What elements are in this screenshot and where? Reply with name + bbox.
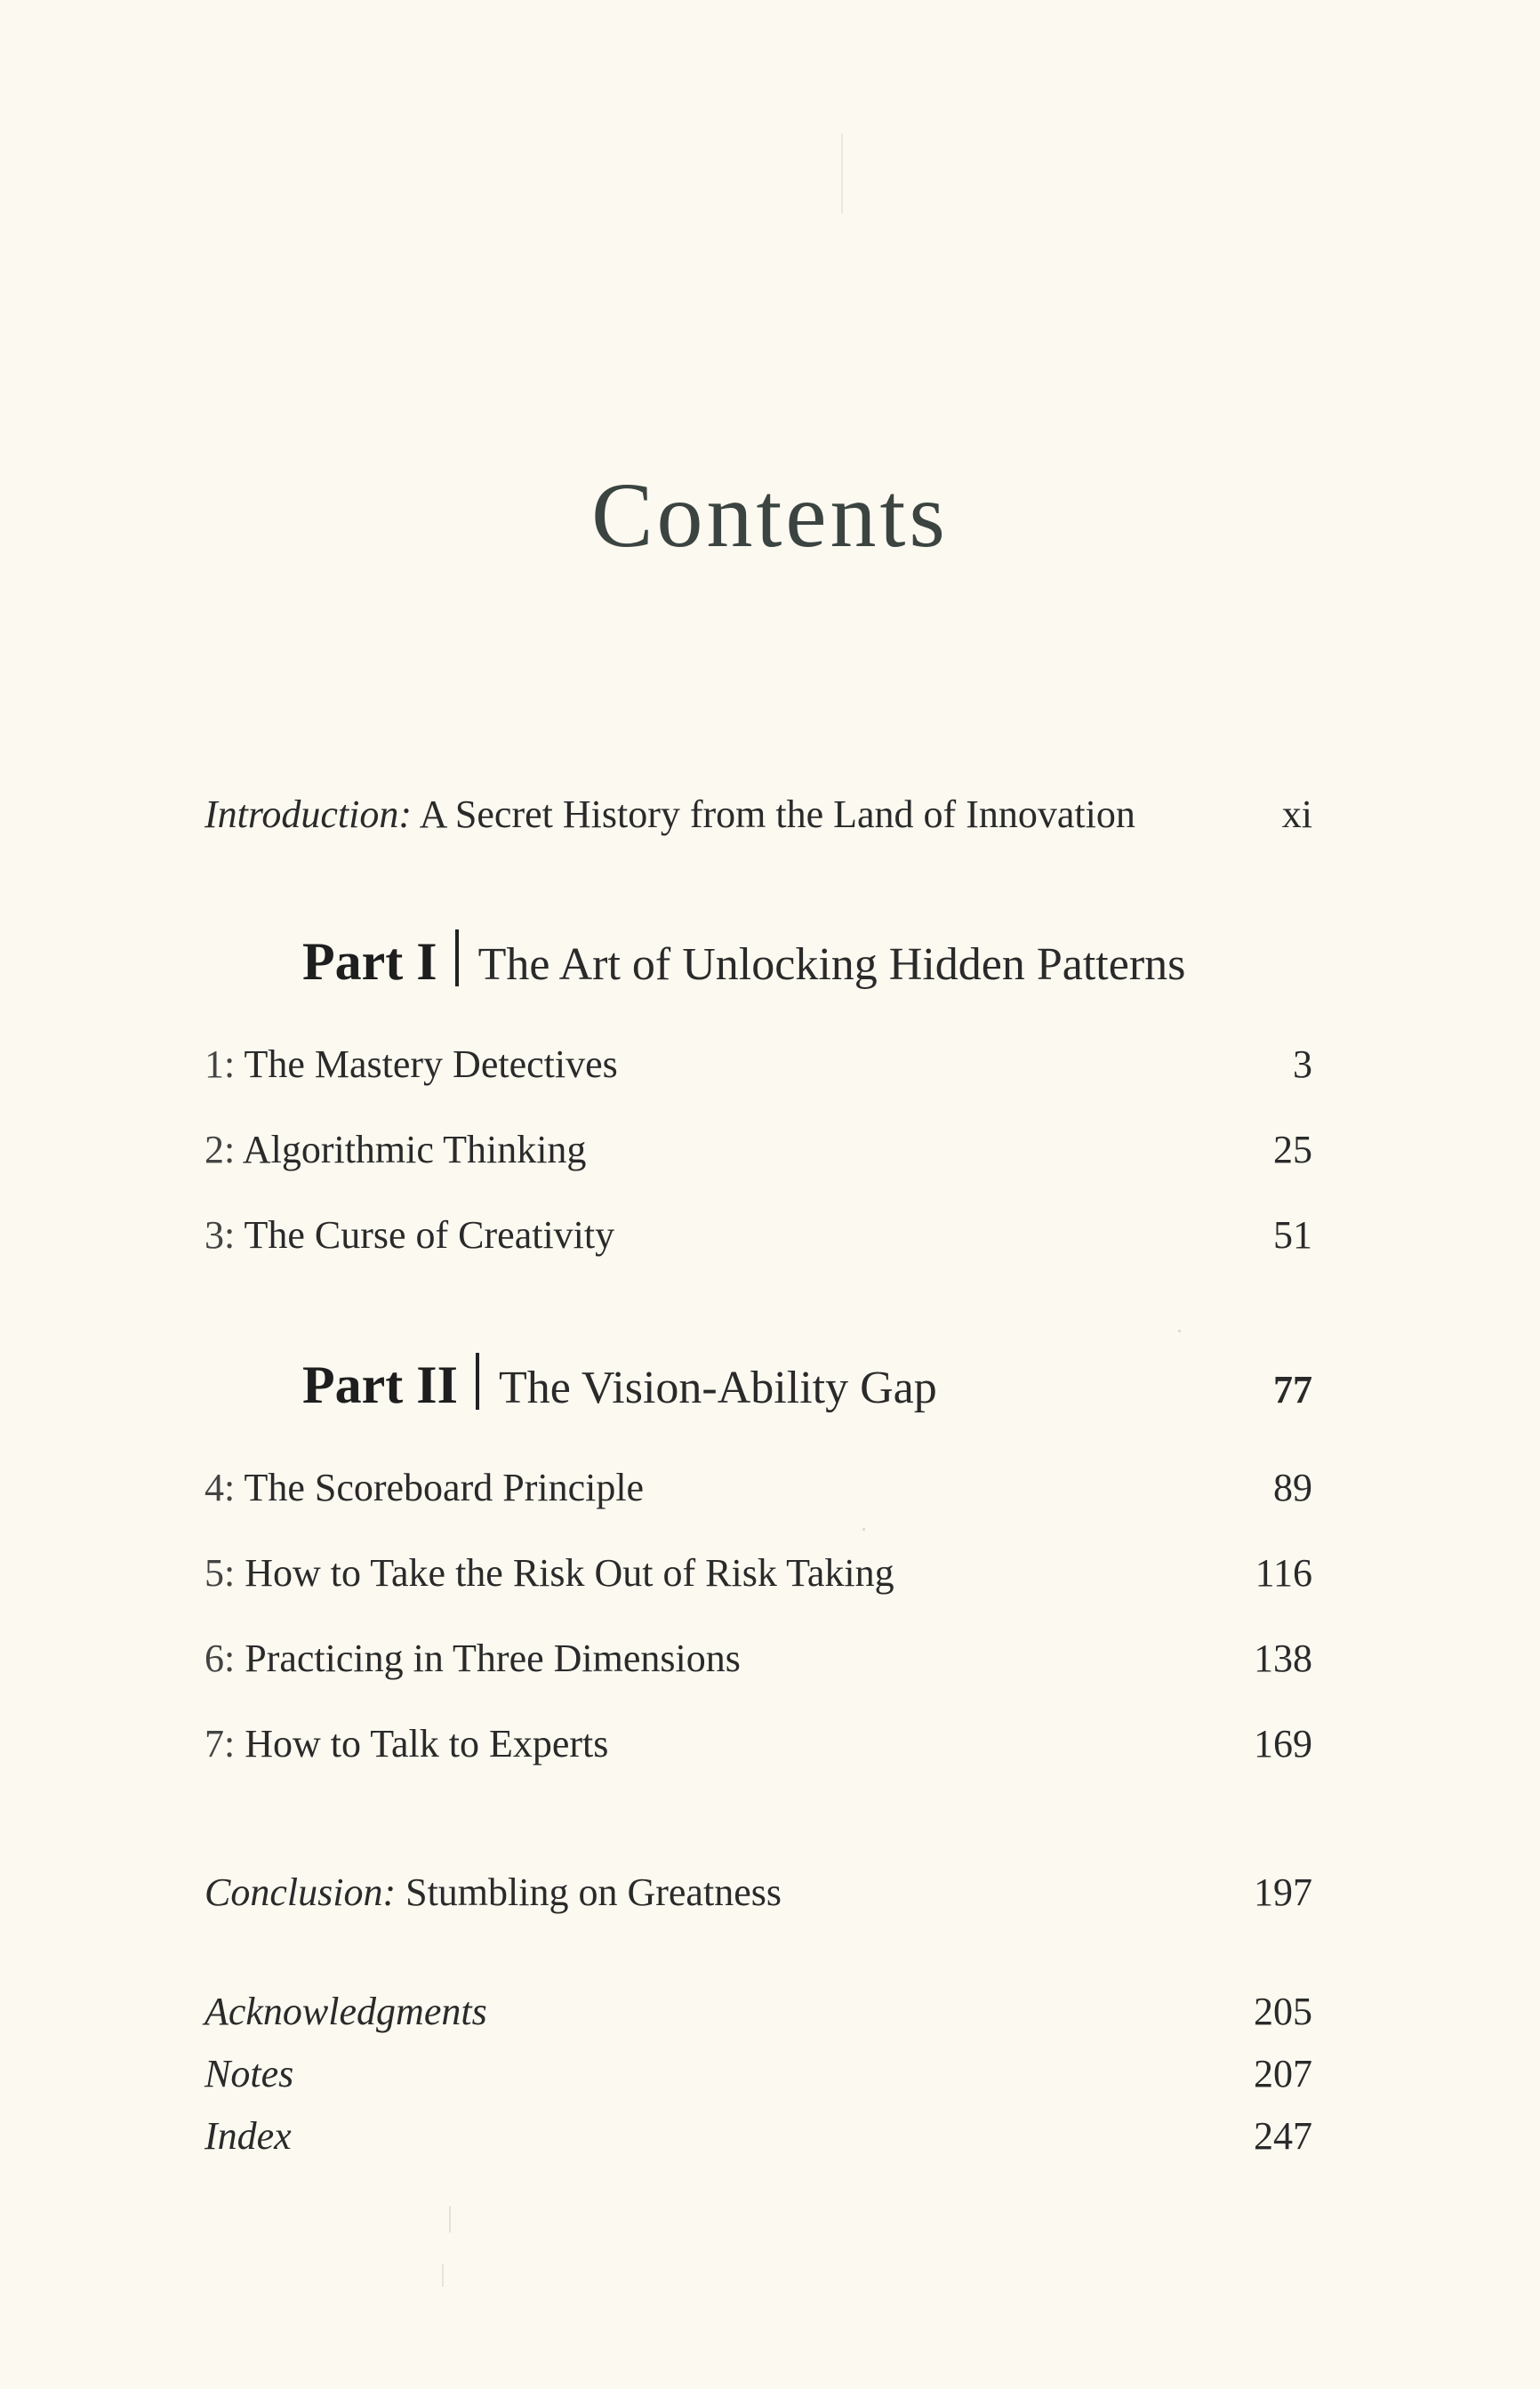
toc-entry-notes[interactable] (205, 2047, 1312, 2101)
entry-title: A Secret History from the Land of Innovation (419, 792, 1135, 836)
chapter-title: Practicing in Three Dimensions (245, 1637, 741, 1680)
toc-entry-chapter-6[interactable] (205, 1632, 1312, 1685)
part-page-number: 77 (1273, 1368, 1312, 1412)
chapter-number: 1: (205, 1042, 236, 1086)
chapter-number: 4: (205, 1466, 236, 1509)
entry-title: Notes (205, 2052, 294, 2095)
chapter-title: The Scoreboard Principle (244, 1466, 645, 1509)
part-title: The Vision-Ability Gap (498, 1363, 937, 1413)
entry-page-number: 205 (1254, 1990, 1312, 2033)
toc-entry-conclusion[interactable] (205, 1866, 1312, 1919)
part-title: The Art of Unlocking Hidden Patterns (477, 939, 1186, 990)
entry-page-number: 197 (1254, 1870, 1312, 1914)
part-heading-2[interactable] (205, 1345, 1312, 1425)
chapter-page-number: 169 (1254, 1722, 1312, 1766)
part-divider (476, 1353, 479, 1410)
part-label: Part I (302, 932, 437, 991)
toc-entry-chapter-4[interactable] (205, 1461, 1312, 1515)
chapter-number: 5: (205, 1551, 236, 1595)
toc-entry-index[interactable] (205, 2110, 1312, 2163)
chapter-page-number: 25 (1273, 1128, 1312, 1171)
chapter-title: How to Take the Risk Out of Risk Taking (245, 1551, 894, 1595)
chapter-page-number: 116 (1255, 1551, 1312, 1595)
page-title: Contents (591, 464, 949, 567)
part-divider (455, 929, 459, 986)
entry-label: Conclusion: (205, 1870, 397, 1914)
toc-entry-chapter-5[interactable] (205, 1547, 1312, 1600)
toc-entry-acknowledgments[interactable] (205, 1985, 1312, 2039)
chapter-title: The Curse of Creativity (244, 1213, 615, 1257)
toc-entry-chapter-3[interactable] (205, 1209, 1312, 1262)
chapter-title: How to Talk to Experts (245, 1722, 609, 1766)
paper-mark (862, 1528, 865, 1531)
toc-entry-chapter-2[interactable] (205, 1123, 1312, 1177)
chapter-number: 7: (205, 1722, 236, 1766)
entry-title: Stumbling on Greatness (405, 1870, 782, 1914)
chapter-page-number: 51 (1273, 1213, 1312, 1257)
entry-label: Introduction: (205, 792, 412, 836)
chapter-title: Algorithmic Thinking (242, 1128, 587, 1171)
paper-mark (442, 2264, 444, 2287)
part-heading-1[interactable] (205, 921, 1312, 1001)
paper-mark (449, 2206, 451, 2232)
chapter-page-number: 138 (1254, 1637, 1312, 1680)
toc-entry-introduction[interactable] (205, 788, 1312, 841)
chapter-page-number: 89 (1273, 1466, 1312, 1509)
paper-mark (841, 133, 843, 213)
paper-mark (1178, 1330, 1181, 1332)
chapter-page-number: 3 (1293, 1042, 1312, 1086)
entry-page-number: 207 (1254, 2052, 1312, 2095)
entry-page-number: 247 (1254, 2114, 1312, 2158)
entry-title: Acknowledgments (205, 1990, 487, 2033)
chapter-title: The Mastery Detectives (244, 1042, 618, 1086)
toc-entry-chapter-1[interactable] (205, 1038, 1312, 1091)
chapter-number: 3: (205, 1213, 236, 1257)
toc-entry-chapter-7[interactable] (205, 1717, 1312, 1771)
part-label: Part II (302, 1355, 458, 1414)
entry-page-number: xi (1281, 792, 1312, 836)
chapter-number: 6: (205, 1637, 236, 1680)
entry-title: Index (205, 2114, 292, 2158)
chapter-number: 2: (205, 1128, 236, 1171)
